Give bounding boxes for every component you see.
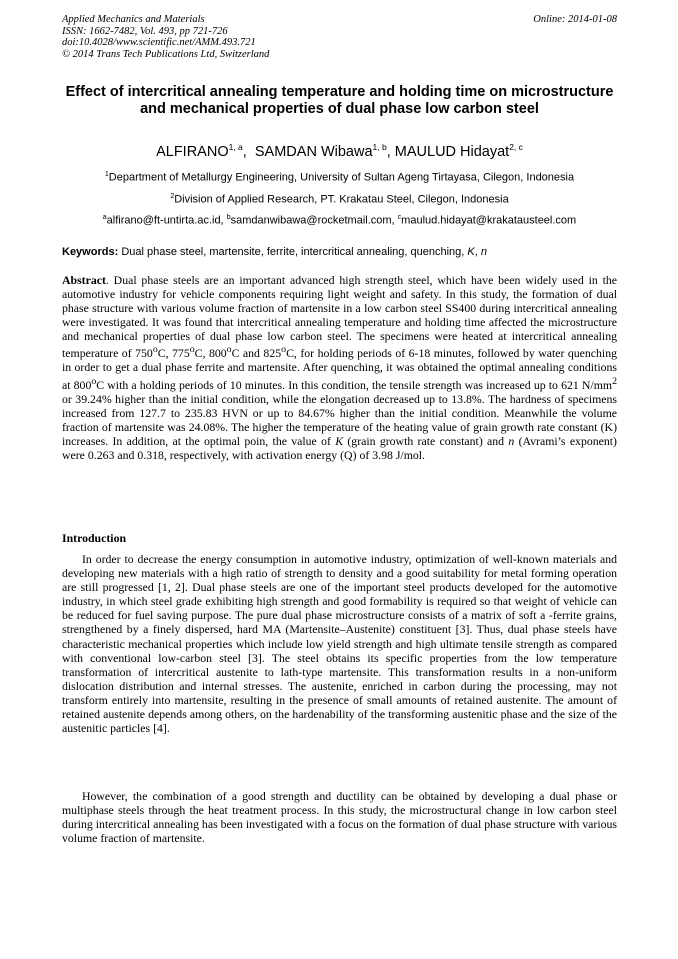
journal-header [62,14,617,60]
degree-mark: o [152,344,158,356]
abstract-text-6: C with a holding periods of 10 minutes. In this condition, the tensile strength was increased up to 621 N/mm [96,377,613,392]
abstract-n: n [508,433,515,448]
affiliation-2-text: Division of Applied Research, PT. Krakatau Steel, Cilegon, Indonesia [174,193,509,206]
abstract-k: K [335,433,344,448]
degree-mark: o [189,344,195,356]
degree-mark: o [281,344,287,356]
squared-mark: 2 [612,375,617,387]
abstract-text-2: C, 775 [157,346,190,361]
abstract-text-3: C, 800 [194,346,227,361]
email-b[interactable]: samdanwibawa@rocketmail.com, [230,214,395,227]
author-list: ALFIRANO$^{1, a}$, SAMDAN Wibawa$^{1, b}$, MAULUD Hidayat$^{2, c}$ [156,142,523,160]
abstract-text-4: C and 825 [231,346,282,361]
affiliation-1-sup: 1 [104,171,109,178]
affiliation-2 [62,190,617,207]
keyword-n: n [480,246,487,258]
paper-title: Effect of intercritical annealing temperature and holding time on microstructure and mechanical properties of dual phase low carbon steel [65,84,614,117]
email-c[interactable]: maulud.hidayat@krakatausteel.com [401,214,577,227]
introduction-paragraph-1: In order to decrease the energy consumption in automotive industry, optimization of well-known materials and developing new materials with a high ratio of strength to density and a good suitability for metal forming operation are still progressed [1, 2]. Dual phase steels are one of the important steel products developed for the automotive industry, in which steel grade exhibiting high strength and good formability is required so that weight of vehicle can be reduced for fuel saving purpose. The pure dual phase microstructure consists of a matrix of soft a -ferrite grains, strengthened by a finely dispersed, hard MA (Martensite–Austenite) constituent [3]. Thus, dual phase steels have characteristic mechanical properties which include low yield strength and high ultimate tensile strength as compared with conventional low-carbon steel [3]. The steel obtains its specific properties from the low temperature transformation of intercritical austenite to lath-type martensite. This transformation results in a non-uniform dislocation distribution and internal stresses. The austenite, enriched in carbon during the processing, may not transform entirely into martensite, resulting in the presence of small amounts of retained austenite. The amount of retained austenite depends among others, on the hardenability of the transforming austenitic phase and the size of the austenitic particles [4]. [62,552,617,736]
issn-line: ISSN: 1662-7482, Vol. 493, pp 721-726 [62,25,228,37]
keywords-text: Dual phase steel, martensite, ferrite, intercritical annealing, quenching, [121,246,465,258]
copyright-line: © 2014 Trans Tech Publications Ltd, Switzerland [62,48,270,60]
keywords-label: Keywords: [62,246,119,258]
author-3: MAULUD Hidayat [394,143,510,160]
introduction-paragraph-2: However, the combination of a good strength and ductility can be obtained by developing a dual phase or multiphase steels through the heat treatment process. In this study, the microstructural change in low carbon steel during intercritical annealing has been investigated with a focus on the formation of dual phase structure with various volume fraction of martensite. [62,789,617,846]
degree-mark: o [91,375,97,387]
abstract [62,273,617,462]
affiliation-1-text: Department of Metallurgy Engineering, University of Sultan Ageng Tirtayasa, Cilegon, Indonesia [108,171,575,184]
abstract-text-5: C, for holding periods of 6-18 minutes, followed by water quenching in order to get a dual phase ferrite and martensite. After quenching, it was obtained the optimal annealing conditions at 800 [62,346,618,392]
affiliation-1 [62,168,617,185]
abstract-text-1: . Dual phase steels are an important advanced high strength steel, which have been widely used in the automotive industry for vehicle components requiring light weight and safety. In this study, the formation of dual phase structure with various volume fraction of martensite in a low carbon steel SS400 during intercritical annealing were investigated. It was found that intercritical annealing temperature and holding time affected the microstructure and mechanical properties of dual phase low carbon steel. The specimens were heated at intercritical annealing temperature of 750 [62,273,617,361]
keywords: Keywords: Dual phase steel, martensite, ferrite, intercritical annealing, quenching, K, n [62,246,487,258]
abstract-text-8: (grain growth rate constant) and [343,433,509,448]
abstract-text-7: or 39.24% higher than the initial condition, while the elongation decreased up to 13.8%. The hardness of specimens increased from 127.7 to 235.83 HVN or up to 84.67% higher than the initial condition. Meanwhile the volume fraction of martensite was 24.08%. The higher the temperature of the heating value of grain growth rate constant (K) increases. In addition, at the optimal poin, the value of [62,391,617,448]
affiliation-2-sup: 2 [170,193,175,200]
email-c-sup: c [397,214,402,221]
author-1-sup: 1, a [228,142,243,152]
email-a[interactable]: alfirano@ft-untirta.ac.id, [106,214,224,227]
abstract-label: Abstract [62,273,106,287]
abstract-text-9: (Avrami’s exponent) were 0.263 and 0.318, respectively, with activation energy (Q) of 3.98 J/mol. [62,433,617,462]
author-3-sup: 2, c [509,142,523,152]
email-b-sup: b [226,214,231,221]
keyword-k: K [467,246,475,258]
section-heading-introduction: Introduction [62,531,127,545]
author-2: SAMDAN Wibawa [254,143,373,160]
doi-line[interactable]: doi:10.4028/www.scientific.net/AMM.493.721 [62,37,256,48]
degree-mark: o [226,344,232,356]
email-a-sup: a [102,214,107,221]
author-1: ALFIRANO [156,143,229,160]
author-emails [62,211,617,228]
online-date: Online: 2014-01-08 [533,14,617,25]
journal-name: Applied Mechanics and Materials [62,14,205,25]
author-2-sup: 1, b [372,142,387,152]
